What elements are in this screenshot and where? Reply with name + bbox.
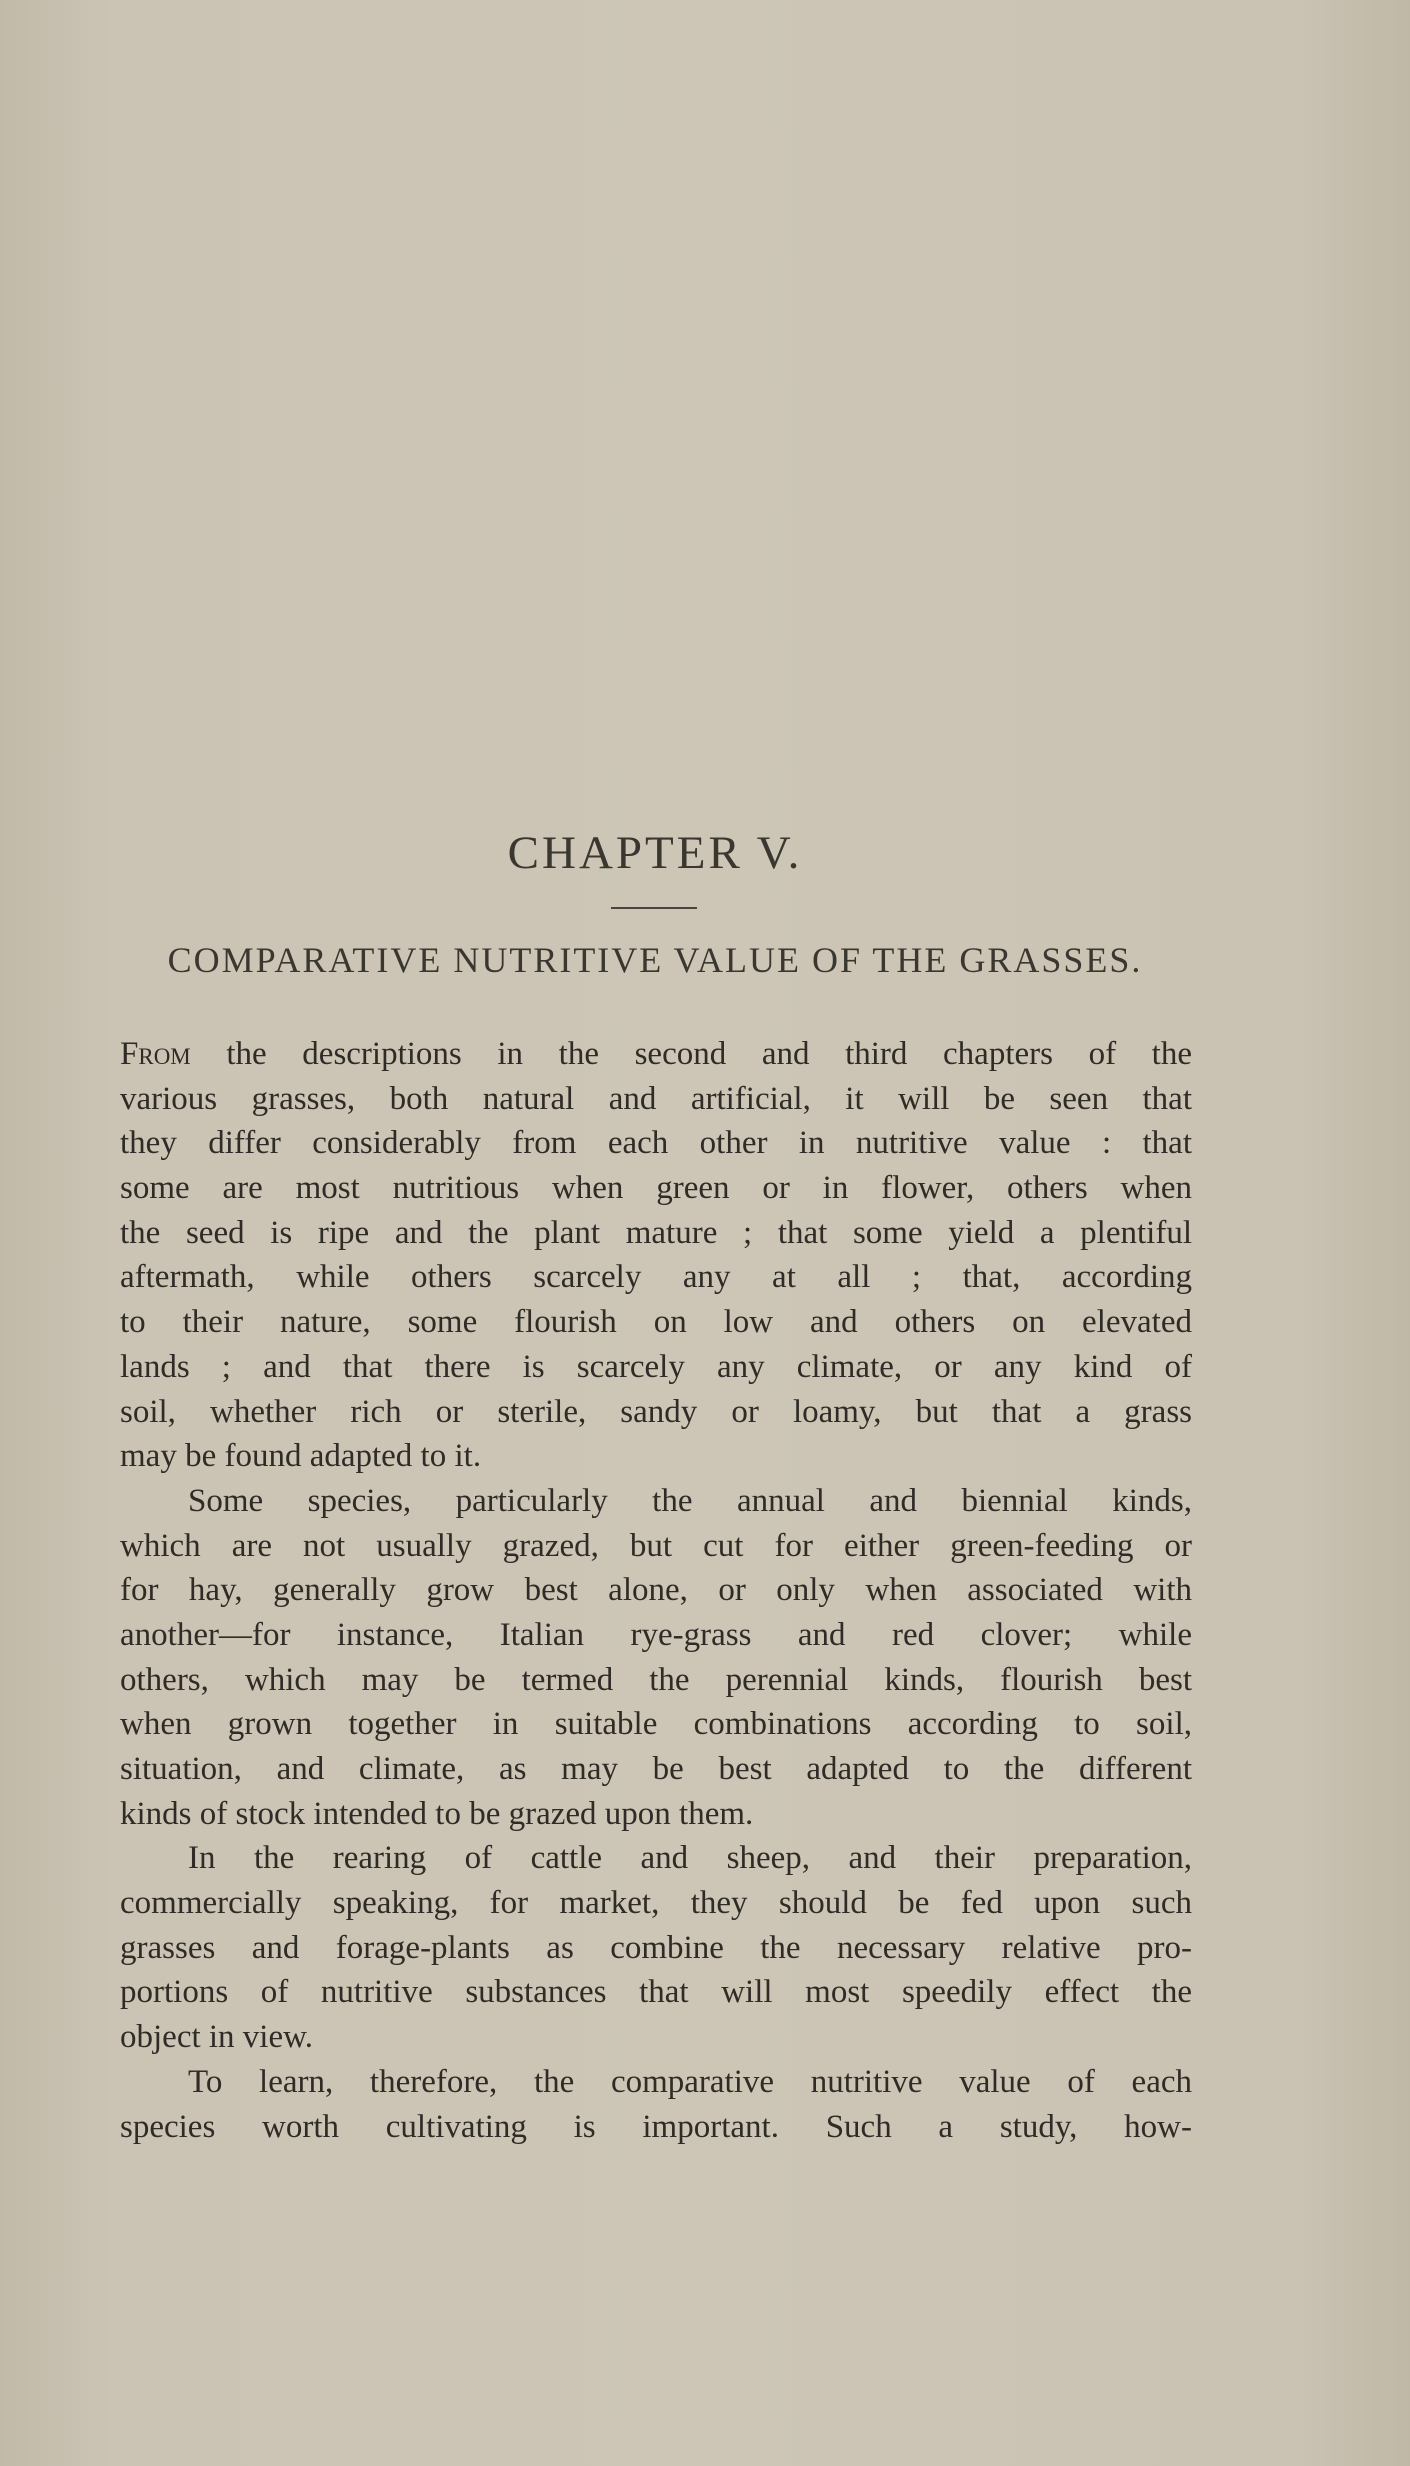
text-line: From the descriptions in the second and third chapters of the	[120, 1036, 1192, 1072]
text-line: species worth cultivating is important. Such a study, how-	[120, 2108, 1192, 2145]
text-line: Some species, particularly the annual and biennial kinds,	[188, 1482, 1192, 1519]
text-line: which are not usually grazed, but cut for either green-feeding or	[120, 1527, 1192, 1564]
text-line: grasses and forage-plants as combine the necessary relative pro-	[120, 1929, 1192, 1966]
text-line: To learn, therefore, the comparative nutritive value of each	[188, 2063, 1192, 2100]
title-rule	[611, 907, 697, 909]
text-line: when grown together in suitable combinations according to soil,	[120, 1706, 1192, 1743]
text-line: another—for instance, Italian rye-grass and red clover; while	[120, 1616, 1192, 1653]
text-line: for hay, generally grow best alone, or only when associated with	[120, 1572, 1192, 1609]
text-line: to their nature, some flourish on low and others on elevated	[120, 1304, 1192, 1341]
text-line: commercially speaking, for market, they should be fed upon such	[120, 1885, 1192, 1922]
text-line: they differ considerably from each other in nutritive value : that	[120, 1125, 1192, 1162]
text-line: various grasses, both natural and artificial, it will be seen that	[120, 1080, 1192, 1117]
text-line: soil, whether rich or sterile, sandy or loamy, but that a grass	[120, 1393, 1192, 1430]
text-line: object in view.	[120, 2019, 314, 2056]
text-line: lands ; and that there is scarcely any climate, or any kind of	[120, 1348, 1192, 1385]
text-line: situation, and climate, as may be best adapted to the different	[120, 1751, 1192, 1787]
text-line: the seed is ripe and the plant mature ; that some yield a plentiful	[120, 1214, 1192, 1251]
lead-word: From	[120, 1036, 191, 1072]
text-line: In the rearing of cattle and sheep, and their preparation,	[188, 1840, 1192, 1877]
text-line: portions of nutritive substances that will most speedily effect the	[120, 1974, 1192, 2011]
text-line: others, which may be termed the perennial kinds, flourish best	[120, 1661, 1192, 1698]
text-line: some are most nutritious when green or in flower, others when	[120, 1170, 1192, 1207]
text-line: kinds of stock intended to be grazed upon them.	[120, 1795, 754, 1832]
body-text	[120, 1032, 1192, 2149]
text-line: aftermath, while others scarcely any at all ; that, according	[120, 1259, 1192, 1296]
text-line: may be found adapted to it.	[120, 1438, 482, 1475]
section-title: COMPARATIVE NUTRITIVE VALUE OF THE GRASSES.	[167, 940, 1143, 980]
chapter-title: CHAPTER V.	[507, 827, 803, 879]
